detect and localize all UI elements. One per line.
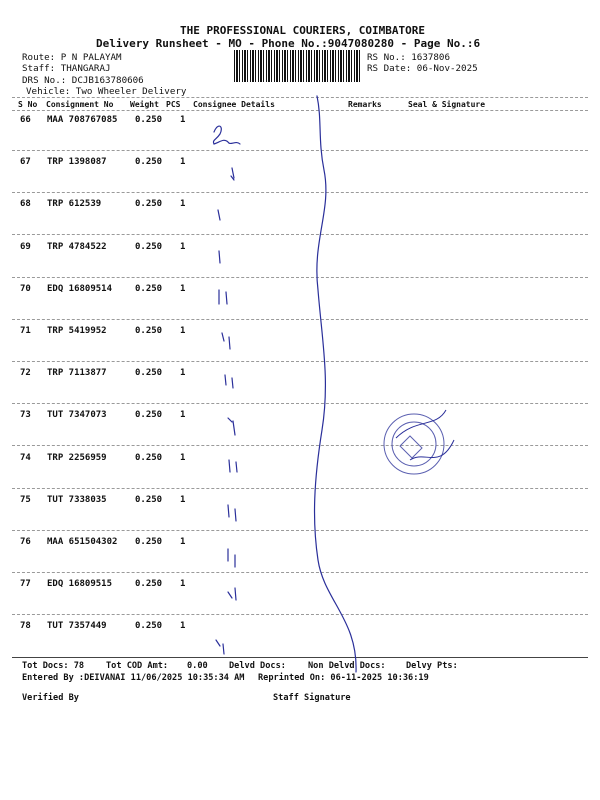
tick-mark-row-67 <box>231 168 234 180</box>
row-consignment: TRP 612539 <box>47 199 102 210</box>
row-consignment: TRP 7113877 <box>47 368 107 379</box>
row-weight: 0.250 <box>135 621 163 632</box>
tick-mark-row-71 <box>222 333 230 349</box>
row-divider <box>12 192 588 193</box>
row-weight: 0.250 <box>135 241 163 252</box>
tick-mark-row-68 <box>218 210 220 220</box>
row-divider <box>12 361 588 362</box>
tick-mark-row-77 <box>228 588 236 600</box>
row-consignment: TUT 7357449 <box>47 621 107 632</box>
row-weight: 0.250 <box>135 115 163 125</box>
row-sno: 78 <box>20 621 31 632</box>
col-remarks: Remarks <box>348 100 382 109</box>
drs-label: DRS No.: DCJB163780606 <box>22 75 144 86</box>
row-consignment: TRP 2256959 <box>47 452 107 463</box>
row-sno: 70 <box>20 283 31 294</box>
total-cod-label: Tot COD Amt: <box>106 661 169 671</box>
total-docs: Tot Docs: 78 <box>22 661 85 671</box>
row-sno: 77 <box>20 579 31 590</box>
reprinted-on: Reprinted On: 06-11-2025 10:36:19 <box>258 673 429 683</box>
row-sno: 66 <box>20 115 31 125</box>
row-pcs: 1 <box>180 537 186 547</box>
row-sno: 73 <box>20 410 31 421</box>
row-divider <box>12 530 588 531</box>
company-title: THE PROFESSIONAL COURIERS, COIMBATORE <box>180 24 426 37</box>
row-consignment: MAA 651504302 <box>47 537 118 547</box>
row-sno: 75 <box>20 494 31 505</box>
row-weight: 0.250 <box>135 410 163 421</box>
header-bottom-rule <box>12 110 588 111</box>
tick-mark-row-78 <box>216 640 224 654</box>
vertical-pen-line <box>315 96 357 672</box>
row-weight: 0.250 <box>135 199 163 210</box>
row-divider <box>12 319 588 320</box>
row-weight: 0.250 <box>135 579 163 590</box>
row-divider <box>12 403 588 404</box>
row-consignment: TUT 7347073 <box>47 410 107 421</box>
rs-date: RS Date: 06-Nov-2025 <box>367 63 478 74</box>
row-weight: 0.250 <box>135 157 163 168</box>
tick-mark-row-75 <box>228 505 236 521</box>
barcode-image <box>234 50 362 82</box>
col-consignment: Consignment No <box>46 100 114 109</box>
tick-mark-row-74 <box>229 460 237 472</box>
row-divider <box>12 150 588 151</box>
row-divider <box>12 488 588 489</box>
tick-mark-row-70 <box>219 290 227 304</box>
row-consignment: EDQ 16809515 <box>47 579 113 590</box>
row-pcs: 1 <box>180 410 186 421</box>
delivered-docs: Delvd Docs: <box>229 661 286 671</box>
row-pcs: 1 <box>180 241 186 252</box>
row-consignment: TUT 7338035 <box>47 494 107 505</box>
row-consignment: MAA 708767085 <box>47 115 118 125</box>
row-pcs: 1 <box>180 115 186 125</box>
row-pcs: 1 <box>180 579 186 590</box>
total-cod-value: 0.00 <box>187 661 208 671</box>
row-pcs: 1 <box>180 621 186 632</box>
tick-mark-row-72 <box>225 375 233 388</box>
row-divider <box>12 614 588 615</box>
row-divider <box>12 234 588 235</box>
route-label: Route: P N PALAYAM <box>22 52 122 63</box>
delivery-points: Delvy Pts: <box>406 661 458 671</box>
row-sno: 74 <box>20 452 31 463</box>
col-pcs: PCS <box>166 100 181 109</box>
rs-number: RS No.: 1637806 <box>367 52 450 63</box>
company-seal-stamp <box>384 410 454 474</box>
row-sno: 71 <box>20 326 31 336</box>
staff-label: Staff: THANGARAJ <box>22 63 111 74</box>
row-sno: 76 <box>20 537 31 547</box>
row-weight: 0.250 <box>135 368 163 379</box>
row-consignment: EDQ 16809514 <box>47 283 113 294</box>
row-sno: 69 <box>20 241 31 252</box>
col-consignee: Consignee Details <box>193 100 275 109</box>
header-top-rule <box>12 97 588 98</box>
col-sno: S No <box>18 100 38 109</box>
row-pcs: 1 <box>180 452 186 463</box>
row-pcs: 1 <box>180 283 186 294</box>
row-weight: 0.250 <box>135 537 163 547</box>
vehicle-label: Vehicle: Two Wheeler Delivery <box>26 86 187 97</box>
row-weight: 0.250 <box>135 494 163 505</box>
non-delivered-docs: Non Delvd Docs: <box>308 661 386 671</box>
row-consignment: TRP 5419952 <box>47 326 107 336</box>
verified-by: Verified By <box>22 693 79 703</box>
row-divider <box>12 445 588 446</box>
footer-rule <box>12 657 588 658</box>
row-divider <box>12 277 588 278</box>
row-pcs: 1 <box>180 199 186 210</box>
row-pcs: 1 <box>180 494 186 505</box>
row-weight: 0.250 <box>135 452 163 463</box>
staff-signature-label: Staff Signature <box>273 693 351 703</box>
row-pcs: 1 <box>180 326 186 336</box>
row-consignment: TRP 1398087 <box>47 157 107 168</box>
row-pcs: 1 <box>180 157 186 168</box>
row-divider <box>12 572 588 573</box>
tick-mark-row-73 <box>228 418 235 435</box>
row-consignment: TRP 4784522 <box>47 241 107 252</box>
entered-by: Entered By :DEIVANAI 11/06/2025 10:35:34 AM <box>22 673 245 683</box>
row-sno: 68 <box>20 199 31 210</box>
runsheet-subtitle: Delivery Runsheet - MO - Phone No.:9047080280 - Page No.:6 <box>96 37 481 50</box>
tick-mark-row-69 <box>219 251 220 263</box>
row-sno: 67 <box>20 157 31 168</box>
row-weight: 0.250 <box>135 326 163 336</box>
row-pcs: 1 <box>180 368 186 379</box>
tick-mark-row-76 <box>228 549 235 567</box>
col-weight: Weight <box>130 100 159 109</box>
col-seal: Seal & Signature <box>408 100 486 109</box>
signature-scribble-row-66 <box>213 126 240 144</box>
row-weight: 0.250 <box>135 283 163 294</box>
row-sno: 72 <box>20 368 31 379</box>
